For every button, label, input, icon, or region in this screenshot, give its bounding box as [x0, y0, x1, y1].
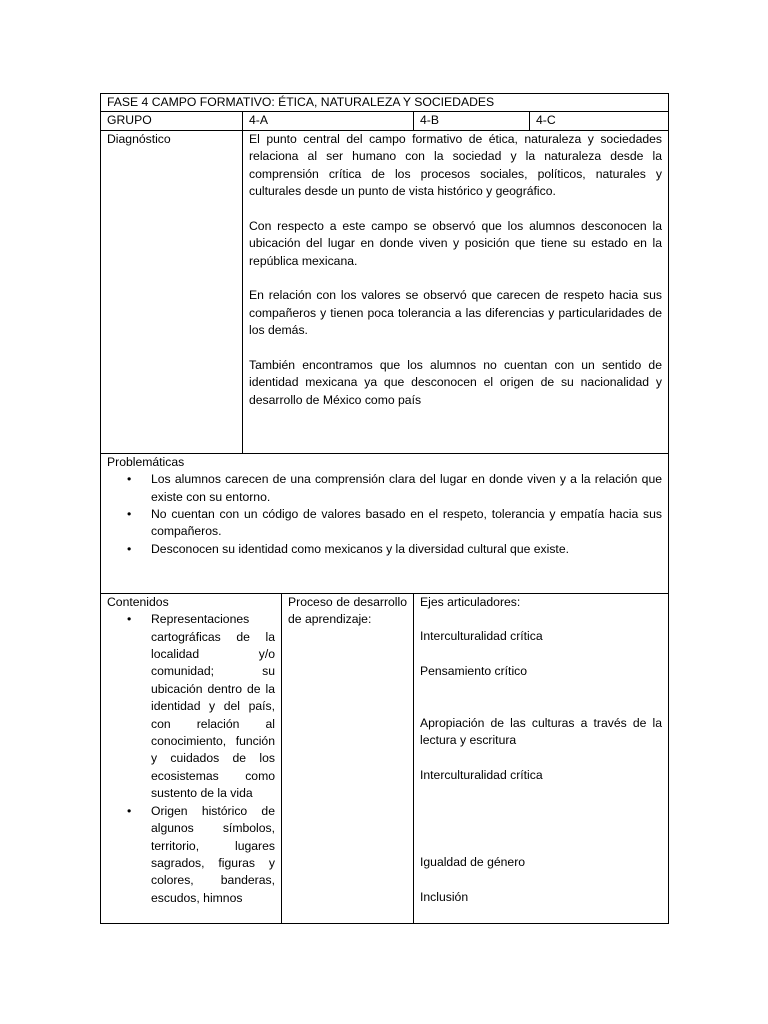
axes-cell: [414, 593, 669, 923]
list-item: • Desconocen su identidad como mexicanos y la diversidad cultural que existe.: [151, 541, 662, 558]
contents-list: [107, 611, 275, 907]
group-4c: 4-C: [530, 112, 669, 130]
diagnostic-label: Diagnóstico: [101, 130, 243, 453]
axis-item: Inclusión: [420, 889, 469, 904]
list-item: • No cuentan con un código de valores basado en el respeto, tolerancia y empatía hacia sus compañeros.: [151, 506, 662, 541]
group-label: GRUPO: [101, 112, 243, 130]
problems-cell: [101, 453, 669, 593]
list-item: • Los alumnos carecen de una comprensión clara del lugar en donde viven y a la relación que existe con su entorno.: [151, 471, 662, 506]
planning-document: [100, 93, 668, 924]
diagnostic-paragraph: También encontramos que los alumnos no cuentan con un sentido de identidad mexicana ya que desconocen el origen de su nacionalidad y desarrollo de México como país: [249, 358, 662, 407]
problems-label: Problemáticas: [107, 454, 185, 469]
axis-item: Apropiación de las culturas a través de la lectura y escritura: [420, 716, 662, 748]
problems-row: [101, 453, 669, 593]
axis-item: Pensamiento crítico: [420, 663, 528, 678]
contents-row: [101, 593, 669, 923]
axes-label: Ejes articuladores:: [420, 594, 521, 609]
axis-item: Interculturalidad crítica: [420, 767, 543, 782]
axis-item: Igualdad de género: [420, 855, 526, 870]
diagnostic-row: [101, 130, 669, 453]
contents-cell: [101, 593, 282, 923]
contents-label: Contenidos: [107, 594, 169, 609]
document-title: FASE 4 CAMPO FORMATIVO: ÉTICA, NATURALEZA Y SOCIEDADES: [101, 94, 669, 112]
group-4a: 4-A: [243, 112, 414, 130]
diagnostic-paragraph: El punto central del campo formativo de ética, naturaleza y sociedades relaciona al ser humano con la sociedad y la naturaleza desde la comprensión crítica de los procesos sociales, políticos, naturales y culturales desde un punto de vista histórico y geográfico.: [249, 131, 662, 199]
problems-list: [107, 471, 662, 558]
list-item: • Origen histórico de algunos símbolos, territorio, lugares sagrados, figuras y colores, banderas, escudos, himnos: [151, 803, 275, 907]
diagnostic-paragraph: En relación con los valores se observó que carecen de respeto hacia sus compañeros y tienen poca tolerancia a las diferencias y particularidades de los demás.: [249, 288, 662, 338]
planning-table: [100, 93, 669, 924]
group-row: [101, 112, 669, 130]
title-row: [101, 94, 669, 112]
learning-process-label: Proceso de desarrollo de aprendizaje:: [288, 594, 407, 627]
list-item: • Representaciones cartográficas de la localidad y/o comunidad; su ubicación dentro de la identidad y del país, con relación al conocimiento, función y cuidados de los ecosistemas como sustento de la vida: [151, 611, 275, 802]
learning-process-cell: [282, 593, 414, 923]
group-4b: 4-B: [414, 112, 530, 130]
diagnostic-paragraph: Con respecto a este campo se observó que los alumnos desconocen la ubicación del lugar en donde viven y posición que tiene su estado en la república mexicana.: [249, 218, 662, 268]
diagnostic-text: [243, 130, 669, 453]
axis-item: Interculturalidad crítica: [420, 629, 543, 644]
